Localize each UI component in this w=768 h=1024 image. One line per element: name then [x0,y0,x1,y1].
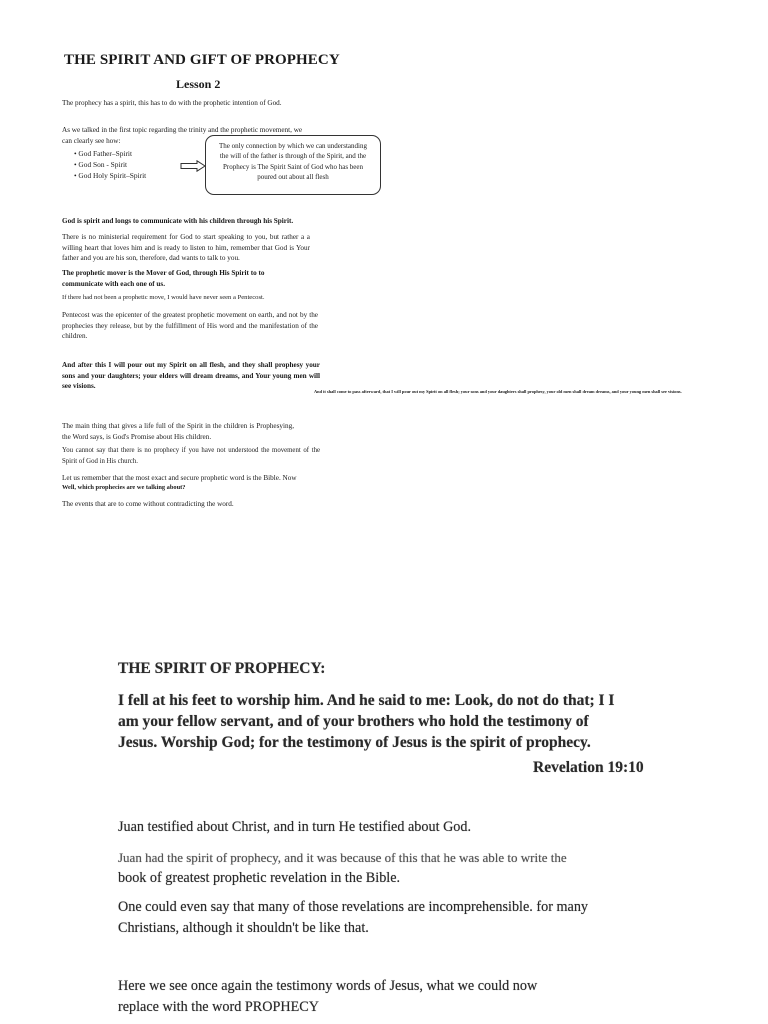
verse-reference: Revelation 19:10 [533,759,644,776]
remember-paragraph: Let us remember that the most exact and secure prophetic word is the Bible. Now [62,474,297,482]
verse-text: I fell at his feet to worship him. And he said to me: Look, do not do that; I I am your fellow servant, and of your brothers who hold the testimony of Jesus. Worship God; for the testimony of Jesus is the spirit of prophecy. [118,692,615,751]
one-could-paragraph: One could even say that many of those revelations are incomprehensible. for many Christians, although it shouldn't be like that. [118,899,589,936]
trinity-intro-paragraph: As we talked in the first topic regarding the trinity and the prophetic movement, we can clearly see how: [62,126,303,145]
juan-book-line: book of greatest prophetic revelation in the Bible. [118,870,401,886]
list-item: • God Father–Spirit [74,149,133,158]
prophetic-mover-paragraph: The prophetic mover is the Mover of God, through His Spirit to to communicate with each one of us. [62,269,265,288]
lesson-heading: Lesson 2 [176,77,221,91]
which-prophecies-line: Well, which prophecies are we talking about? [62,484,186,491]
here-we-see-paragraph: Here we see once again the testimony words of Jesus, what we could now replace with the word PROPHECY [118,978,538,1015]
list-item: • God Son - Spirit [74,160,128,170]
scripture-footnote: And it shall come to pass afterward, that I will pour out my Spirit on all flesh; your sons and your daughters shall prophesy, your old men shall dream dreams, and your young men shall see visions. [314,389,682,394]
god-is-spirit-paragraph: God is spirit and longs to communicate with his children through his Spirit. [62,217,294,225]
main-thing-paragraph: The main thing that gives a life full of the Spirit in the children is Prophesying, the Word says, is God's Promise about His children. [62,422,294,441]
intro-paragraph: The prophecy has a spirit, this has to do with the prophetic intention of God. [62,99,282,107]
pour-out-spirit-paragraph: And after this I will pour out my Spirit on all flesh, and they shall prophesy your sons and your daughters; your elders will dream dreams, and Your young men will see visions. [62,361,320,391]
juan-spirit-line: Juan had the spirit of prophecy, and it was because of this that he was able to write the [118,850,567,865]
page-title: THE SPIRIT AND GIFT OF PROPHECY [64,52,340,68]
cannot-say-paragraph: You cannot say that there is no prophecy if you have not understood the movement of the Spirit of God in His church. [62,447,320,465]
list-item: • God Holy Spirit–Spirit [74,171,147,181]
pentecost-if-paragraph: If there had not been a prophetic move, I would have never seen a Pentecost. [62,294,265,301]
pentecost-paragraph: Pentecost was the epicenter of the greatest prophetic movement on earth, and not by the prophecies they release, but by the fulfillment of His word and the manifestation of the children. [62,311,318,341]
callout-box [205,135,381,195]
trinity-list [74,148,146,182]
section-title: THE SPIRIT OF PROPHECY: [118,660,326,677]
events-paragraph: The events that are to come without contradicting the word. [62,500,234,508]
juan-testified-paragraph: Juan testified about Christ, and in turn He testified about God. [118,819,472,835]
callout-text: The only connection by which we can understanding the will of the father is through of the Spirit, and the Prophecy is The Spirit Saint of God who has been poured out about all flesh [219,142,367,181]
arrow-right-icon [180,160,206,172]
no-requirement-paragraph: There is no ministerial requirement for God to start speaking to you, but rather a a willing heart that loves him and is ready to listen to him, remember that God is Your father and you are his son, therefore, dad wants to talk to you. [62,233,310,263]
